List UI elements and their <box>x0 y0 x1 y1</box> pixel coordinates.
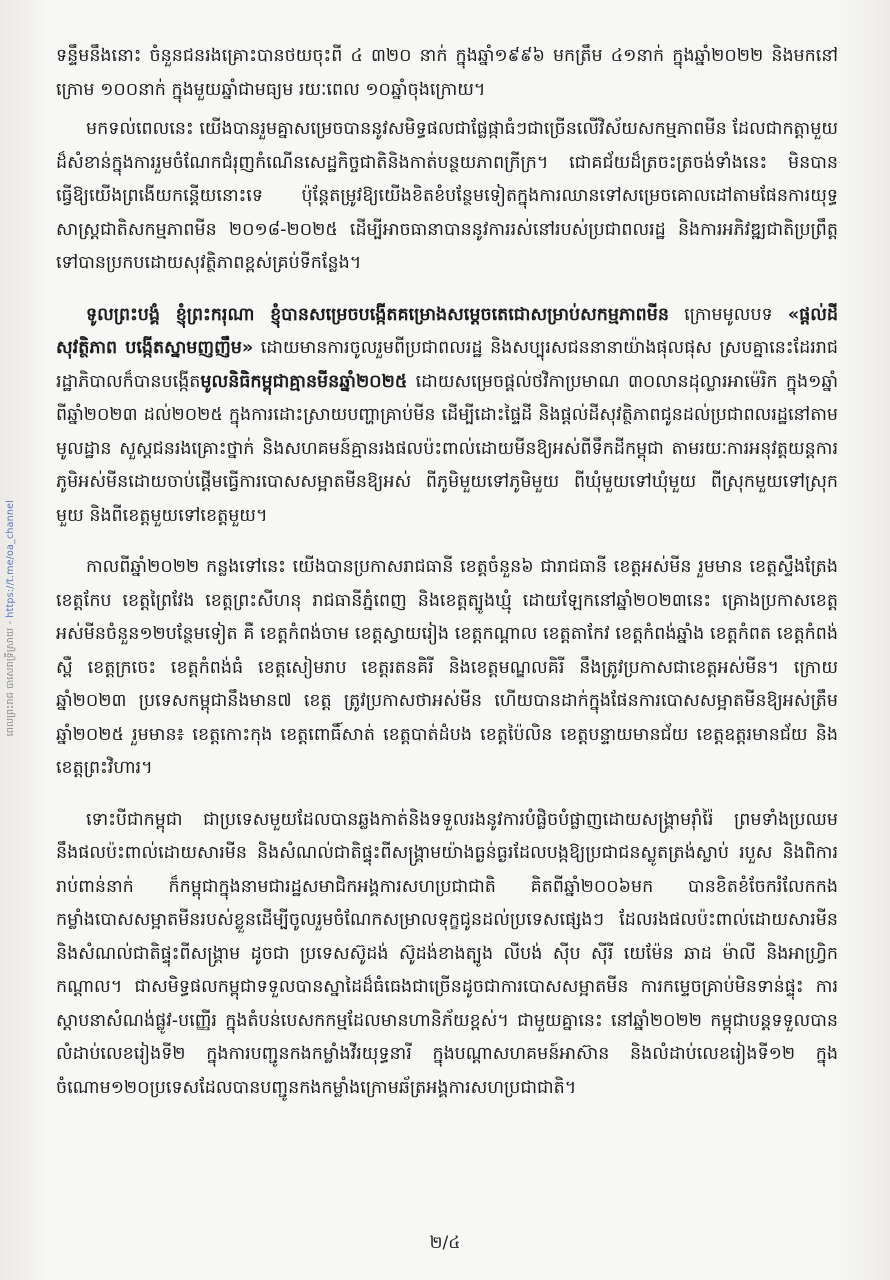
paragraph-3-part: ដោយមានការចូលរួមពីប្រជាពលរដ្ឋ និងសប្បុរសជននានាយ៉ាងផុលផុស ស្របគ្នានេះដែររាជរដ្ឋាភិបាលក៏បានបង្កើត <box>56 338 838 392</box>
paragraph-3 <box>56 299 838 534</box>
paragraph-2: មកទល់ពេលនេះ យើងបានរួមគ្នាសម្រេចបាននូវសមិទ្ធផលជាផ្លែផ្កាធំៗជាច្រើនលើវិស័យសកម្មភាពមីន ដែលជាកត្តាមួយដ៏សំខាន់ក្នុងការរួមចំណែកជំរុញកំណើនសេដ្ឋកិច្ចជាតិនិងកាត់បន្ថយភាពក្រីក្រ។ ជោគជ័យដ៏ត្រចះត្រចង់ទាំងនេះ មិនបានធ្វើឱ្យយើងព្រងើយកន្តើយនោះទេ ប៉ុន្តែតម្រូវឱ្យយើងខិតខំបន្ថែមទៀតក្នុងការឈានទៅសម្រេចគោលដៅតាមផែនការយុទ្ធសាស្ត្រជាតិសកម្មភាពមីន ២០១៨-២០២៥ ដើម្បីអាចធានាបាននូវការរស់នៅរបស់ប្រជាពលរដ្ឋ និងការអភិវឌ្ឍជាតិប្រព្រឹត្តទៅបានប្រកបដោយសុវត្ថិភាពខ្ពស់គ្រប់ទីកន្លែង។ <box>56 119 838 273</box>
paragraph-3-part: ក្រោមមូលបទ <box>668 304 788 325</box>
watermark-link[interactable]: https://t.me/oa_channel <box>5 500 16 618</box>
paragraph-3-part: ដោយសម្រេចផ្តល់ថវិកាប្រមាណ ៣០លានដុល្លារអាម៉េរិក ក្នុង១ឆ្នាំ ពីឆ្នាំ២០២៣ ដល់២០២៥ ក្នុងការដោះស្រាយបញ្ហាគ្រាប់មីន ដើម្បីដោះផ្ទៃដី និងផ្តល់ដីសុវត្ថិភាពជូនដល់ប្រជាពលរដ្ឋនៅតាមមូលដ្ឋាន សួស្តជនរងគ្រោះថ្នាក់ និងសហគមន៍គ្មានរងផលប៉ះពាល់ដោយមីនឱ្យអស់ពីទឹកដីកម្ពុជា តាមរយៈការអនុវត្តយន្តការភូមិអស់មីនដោយចាប់ផ្តើមធ្វើការបោសសម្អាតមីនឱ្យអស់ ពីភូមិមួយទៅភូមិមួយ ពីឃុំមួយទៅឃុំមួយ ពីស្រុកមួយទៅស្រុកមួយ និងពីខេត្តមួយទៅខេត្តមួយ។ <box>56 371 838 526</box>
paragraph-5: ទោះបីជាកម្ពុជា ជាប្រទេសមួយដែលបានឆ្លងកាត់និងទទួលរងនូវការបំផ្លិចបំផ្លាញដោយសង្គ្រាមរ៉ាំរ៉ៃ ព្រមទាំងប្រឈមនឹងផលប៉ះពាល់ដោយសារមីន និងសំណល់ជាតិផ្ទុះពីសង្គ្រាមយ៉ាងធ្ងន់ធ្ងរដែលបង្កឱ្យប្រជាជនស្លូតត្រង់ស្លាប់ របួស និងពិការរាប់ពាន់នាក់ ក៏កម្ពុជាក្នុងនាមជារដ្ឋសមាជិកអង្គការសហប្រជាជាតិ គិតពីឆ្នាំ២០០៦មក បានខិតខំចែករំលែកកងកម្លាំងបោសសម្អាតមីនរបស់ខ្លួនដើម្បីចូលរួមចំណែកសម្រាលទុក្ខជូនដល់ប្រទេសផ្សេងៗ ដែលរងផលប៉ះពាល់ដោយសារមីន និងសំណល់ជាតិផ្ទុះពីសង្គ្រាម ដូចជា ប្រទេសស៊ូដង់ ស៊ូដង់ខាងត្បូង លីបង់ ស៊ីប ស៊ីរី យេម៉ែន ឆាដ ម៉ាលី និងអាហ្វ្រិកកណ្តាល។ ជាសមិទ្ធផលកម្ពុជាទទួលបានស្នាដៃដ៏ធំធេងជាច្រើនដូចជាការបោសសម្អាតមីន ការកម្ទេចគ្រាប់មិនទាន់ផ្ទុះ ការស្តាបនាសំណង់ផ្លូវ-បញ្ញើរ ក្នុងតំបន់បេសកកម្មដែលមានហានិភ័យខ្ពស់។ ជាមួយគ្នានេះ នៅឆ្នាំ២០២២ កម្ពុជាបន្តទទួលបានលំដាប់លេខរៀងទី២ ក្នុងការបញ្ជូនកងកម្លាំងវីរយុទ្ធនារី ក្នុងបណ្តាសហគមន៍អាស៊ាន និងលំដាប់លេខរៀងទី១២ ក្នុងចំណោម១២០ប្រទេសដែលបានបញ្ជូនកងកម្លាំងក្រោមឆ័ត្រអង្គការសហប្រជាជាតិ។ <box>56 809 838 1098</box>
paragraph-3-part: «ផ្តល់ដីសុវត្ថិភាព បង្កើតស្នាមញញឹម» <box>56 304 839 358</box>
page-number: ២/៤ <box>429 1233 461 1253</box>
paragraph-3-part: ទូលព្រះបង្គំ ខ្ញុំព្រះករុណា ខ្ញុំបានសម្រេចបង្កើតគម្រោងសម្តេចតេជោសម្រាប់សកម្មភាពមីន <box>86 304 669 325</box>
watermark-text: ពេលព្រះរាជ បាសេរាទ្រីស្រាយ - <box>5 617 16 737</box>
paragraph-4: កាលពីឆ្នាំ២០២២ កន្លងទៅនេះ យើងបានប្រកាសរាជធានី ខេត្តចំនួន៦ ជារាជធានី ខេត្តអស់មីន រួមមាន ខេត្តស្ទឹងត្រែង ខេត្តកែប ខេត្តព្រៃវែង ខេត្តព្រះសីហនុ រាជធានីភ្នំពេញ និងខេត្តត្បូងឃ្មុំ ដោយឡែកនៅឆ្នាំ២០២៣នេះ គ្រោងប្រកាសខេត្តអស់មីនចំនួន១២បន្ថែមទៀត គឺ ខេត្តកំពង់ចាម ខេត្តស្វាយរៀង ខេត្តកណ្តាល ខេត្តតាកែវ ខេត្តកំពង់ឆ្នាំង ខេត្តកំពត ខេត្តកំពង់ស្ពឺ ខេត្តក្រចេះ ខេត្តកំពង់ធំ ខេត្តសៀមរាប ខេត្តរតនគិរី និងខេត្តមណ្ឌលគិរី នឹងត្រូវប្រកាសជាខេត្តអស់មីន។ ក្រោយឆ្នាំ២០២៣ ប្រទេសកម្ពុជានឹងមាន៧ ខេត្ត ត្រូវប្រកាសថាអស់មីន ហើយបានដាក់ក្នុងផែនការបោសសម្អាតមីនឱ្យអស់ត្រឹមឆ្នាំ២០២៥ រួមមាន៖ ខេត្តកោះកុង ខេត្តពោធិ៍សាត់ ខេត្តបាត់ដំបង ខេត្តប៉ៃលិន ខេត្តបន្ទាយមានជ័យ ខេត្តឧត្តរមានជ័យ និងខេត្តព្រះវិហារ។ <box>56 557 838 778</box>
side-watermark <box>4 500 18 736</box>
paragraph-1: ទន្ទឹមនឹងនោះ ចំនួនជនរងគ្រោះបានថយចុះពី ៤ ៣២០ នាក់ ក្នុងឆ្នាំ១៩៩៦ មកត្រឹម ៤១នាក់ ក្នុងឆ្នាំ២០២២ និងមកនៅក្រោម ១០០នាក់ ក្នុងមួយឆ្នាំជាមធ្យម រយៈពេល ១០ឆ្នាំចុងក្រោយ។ <box>56 46 838 100</box>
document-body <box>56 40 838 1123</box>
paragraph-3-part: មូលនិធិកម្ពុជាគ្មានមីនឆ្នាំ២០២៥ <box>200 371 408 392</box>
